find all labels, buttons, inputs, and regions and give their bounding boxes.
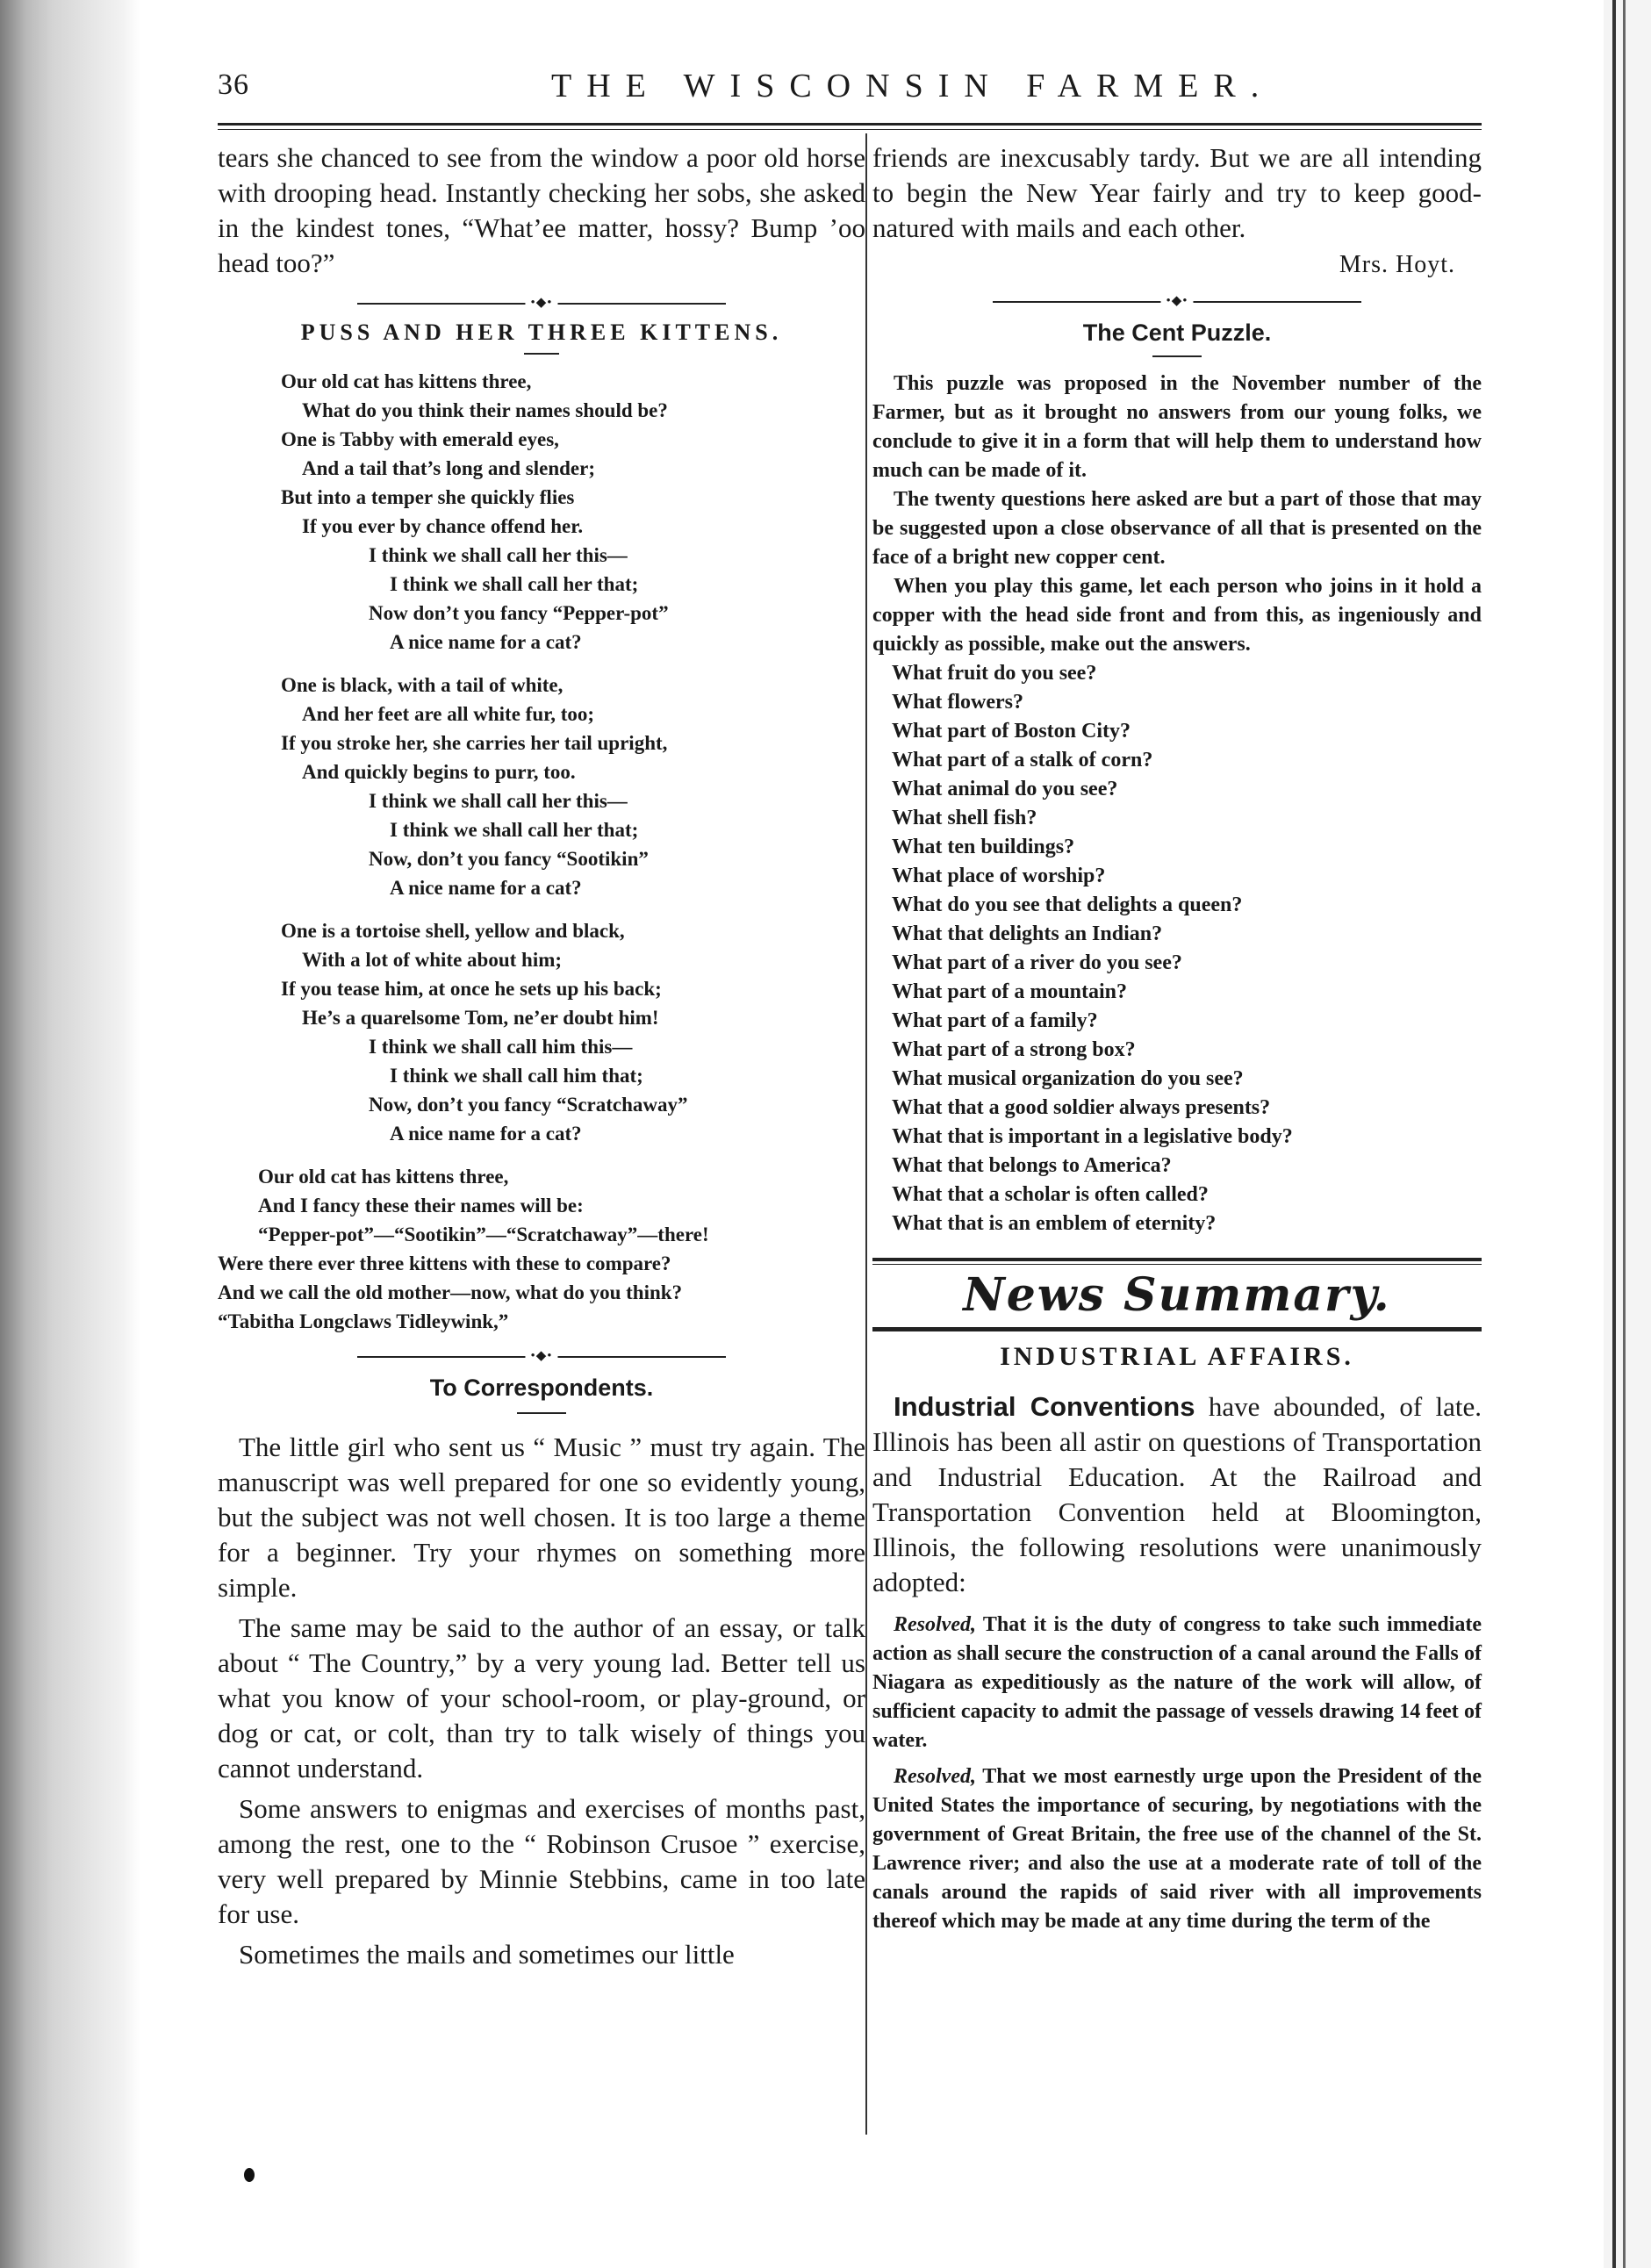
question-item: What part of Boston City? [892,720,1131,743]
header-rule-thin [218,129,1482,130]
column-rule [865,133,867,2135]
correspondents-paragraph: Some answers to enigmas and exercises of months past, among the rest, one to the “ Robinson Crusoe ” exercise, very well prepared by Minnie Stebbins, came in too late for use. [218,1793,865,1929]
question-item: What shell fish? [892,807,1037,829]
poem-title: PUSS AND HER THREE KITTENS. [300,319,783,345]
question-item: What place of worship? [892,865,1106,887]
right-column [872,140,1482,1936]
industrial-lead: Industrial Conventions [894,1391,1195,1422]
page-edge [1604,0,1651,2268]
verse-line: If you ever by chance offend her. [302,515,584,537]
poem-stanza-2 [218,671,865,902]
question-item: What that belongs to America? [892,1154,1172,1177]
question-item: What musical organization do you see? [892,1067,1244,1090]
puzzle-paragraph: This puzzle was proposed in the November number of the Farmer, but as it brought no answers from our young folks, we conclude to give it in a form that will help them to understand how much can be made of it. [872,372,1482,482]
verse-line: I think we shall call her that; [390,573,639,595]
industrial-paragraph [872,1389,1482,1600]
verse-line: I think we shall call him that; [390,1065,643,1087]
resolution-text: That we most earnestly urge upon the President of the United States the importance of securing, by negotiations with the government of Great Britain, the free use of the channel of the St. Lawrence river; and also the use at a moderate rate of toll of the canals around the rapids of said river with all improvements thereof which may be made at any time during the term of the [872,1765,1482,1933]
correspondents-title: To Correspondents. [429,1374,654,1401]
book-binding-shadow [0,0,140,2268]
question-item: What fruit do you see? [892,662,1097,685]
verse-line: And a tail that’s long and slender; [302,457,595,479]
short-rule [517,1412,566,1414]
poem-stanza-4 [218,1162,865,1336]
verse-line: Our old cat has kittens three, [258,1166,509,1188]
poem-stanza-1 [218,367,865,657]
question-item: What that a good soldier always presents? [892,1096,1271,1119]
verse-line: With a lot of white about him; [302,949,563,971]
page-number: 36 [218,68,249,101]
verse-line: And her feet are all white fur, too; [302,703,595,725]
question-item: What ten buildings? [892,836,1075,858]
question-item: What flowers? [892,691,1023,714]
verse-line: I think we shall call her that; [390,819,639,841]
section-double-rule [872,1258,1482,1265]
puzzle-paragraph: The twenty questions here asked are but a part of those that may be suggested upon a close observance of all that is presented on the face of a bright new copper cent. [872,488,1482,569]
intro-paragraph: tears she chanced to see from the window a poor old horse with drooping head. Instantly checking her sobs, she asked in the kindest tones, “What’ee matter, hossy? Bump ’oo head too?” [218,142,865,278]
verse-line: If you stroke her, she carries her tail upright, [281,732,668,754]
verse-line: “Pepper-pot”—“Sootikin”—“Scratchaway”—there! [258,1224,709,1245]
left-column [218,140,865,1972]
verse-line: I think we shall call her this— [369,790,628,812]
question-item: What that a scholar is often called? [892,1183,1209,1206]
verse-line: One is a tortoise shell, yellow and black, [281,920,625,942]
question-item: What part of a family? [892,1009,1098,1032]
poem-stanza-3 [218,916,865,1148]
puzzle-questions [872,659,1482,1238]
verse-line: I think we shall call him this— [369,1036,633,1058]
question-item: What that is an emblem of eternity? [892,1212,1217,1235]
continuation-paragraph: friends are inexcusably tardy. But we are all intending to begin the New Year fairly and try to keep good-natured with mails and each other. [872,142,1482,243]
question-item: What that is important in a legislative body? [892,1125,1293,1148]
verse-line: “Tabitha Longclaws Tidleywink,” [218,1310,509,1332]
verse-line: One is Tabby with emerald eyes, [281,428,559,450]
verse-line: A nice name for a cat? [390,1123,582,1145]
cent-puzzle-title: The Cent Puzzle. [1082,319,1272,346]
verse-line: I think we shall call her this— [369,544,628,566]
resolution [872,1762,1482,1936]
verse-line: And we call the old mother—now, what do you think? [218,1281,683,1303]
correspondents-paragraph: The same may be said to the author of an essay, or talk about “ The Country,” by a very young lad. Better tell us what you know of your school-room, or play-ground, or dog or cat, or colt, than try to talk wisely of things you cannot understand. [218,1612,865,1784]
news-summary-heading: News Summary. [963,1268,1391,1322]
question-item: What part of a strong box? [892,1038,1136,1061]
author-signature: Mrs. Hoyt. [1339,251,1455,278]
verse-line: And I fancy these their names will be: [258,1195,584,1217]
question-item: What part of a river do you see? [892,951,1182,974]
question-item: What part of a stalk of corn? [892,749,1153,772]
question-item: What do you see that delights a queen? [892,894,1243,916]
resolution-label: Resolved, [894,1613,976,1636]
running-header [218,65,1482,109]
short-rule [524,353,559,355]
correspondents-paragraph: Sometimes the mails and sometimes our little [239,1939,735,1970]
verse-line: Now, don’t you fancy “Scratchaway” [369,1094,688,1116]
verse-line: A nice name for a cat? [390,877,582,899]
verse-line: Now don’t you fancy “Pepper-pot” [369,602,669,624]
resolution-label: Resolved, [894,1765,976,1788]
verse-line: He’s a quarelsome Tom, ne’er doubt him! [302,1007,659,1029]
verse-line: One is black, with a tail of white, [281,674,563,696]
verse-line: Our old cat has kittens three, [281,370,532,392]
question-item: What that delights an Indian? [892,922,1163,945]
question-item: What part of a mountain? [892,980,1128,1003]
puzzle-paragraph: When you play this game, let each person who joins in it hold a copper with the head side front and from this, as ingeniously and quickly as possible, make out the answers. [872,575,1482,656]
industrial-affairs-heading: INDUSTRIAL AFFAIRS. [1000,1342,1354,1371]
question-item: What animal do you see? [892,778,1118,800]
section-ornament: •◆• [993,295,1361,309]
verse-line: But into a temper she quickly flies [281,486,575,508]
verse-line: If you tease him, at once he sets up his back; [281,978,662,1000]
verse-line: And quickly begins to purr, too. [302,761,576,783]
verse-line: Were there ever three kittens with these to compare? [218,1252,671,1274]
short-rule [1152,355,1202,357]
page [218,0,1534,2268]
section-double-rule [872,1327,1482,1331]
resolution-text: That it is the duty of congress to take such immediate action as shall secure the construction of a canal around the Falls of Niagara as expeditiously as the nature of the work will allow, of sufficient capacity to admit the passage of vessels drawing 14 feet of water. [872,1613,1482,1752]
industrial-text: have abounded, of late. Illinois has been all astir on questions of Transportation and Industrial Education. At the Railroad and Transportation Convention held at Bloomington, Illinois, the following resolutions were unanimously adopted: [872,1391,1482,1597]
section-ornament: •◆• [357,297,726,311]
correspondents-paragraph: The little girl who sent us “ Music ” must try again. The manuscript was well prepared for one so evidently young, but the subject was not well chosen. It is too large a theme for a beginner. Try your rhymes on something more simple. [218,1432,865,1603]
header-rule-thick [218,123,1482,126]
verse-line: What do you think their names should be? [302,399,668,421]
verse-line: Now, don’t you fancy “Sootikin” [369,848,649,870]
section-ornament: •◆• [357,1350,726,1364]
journal-title: THE WISCONSIN FARMER. [551,68,1274,104]
verse-line: A nice name for a cat? [390,631,582,653]
resolution [872,1611,1482,1755]
ink-speck [244,2168,255,2182]
